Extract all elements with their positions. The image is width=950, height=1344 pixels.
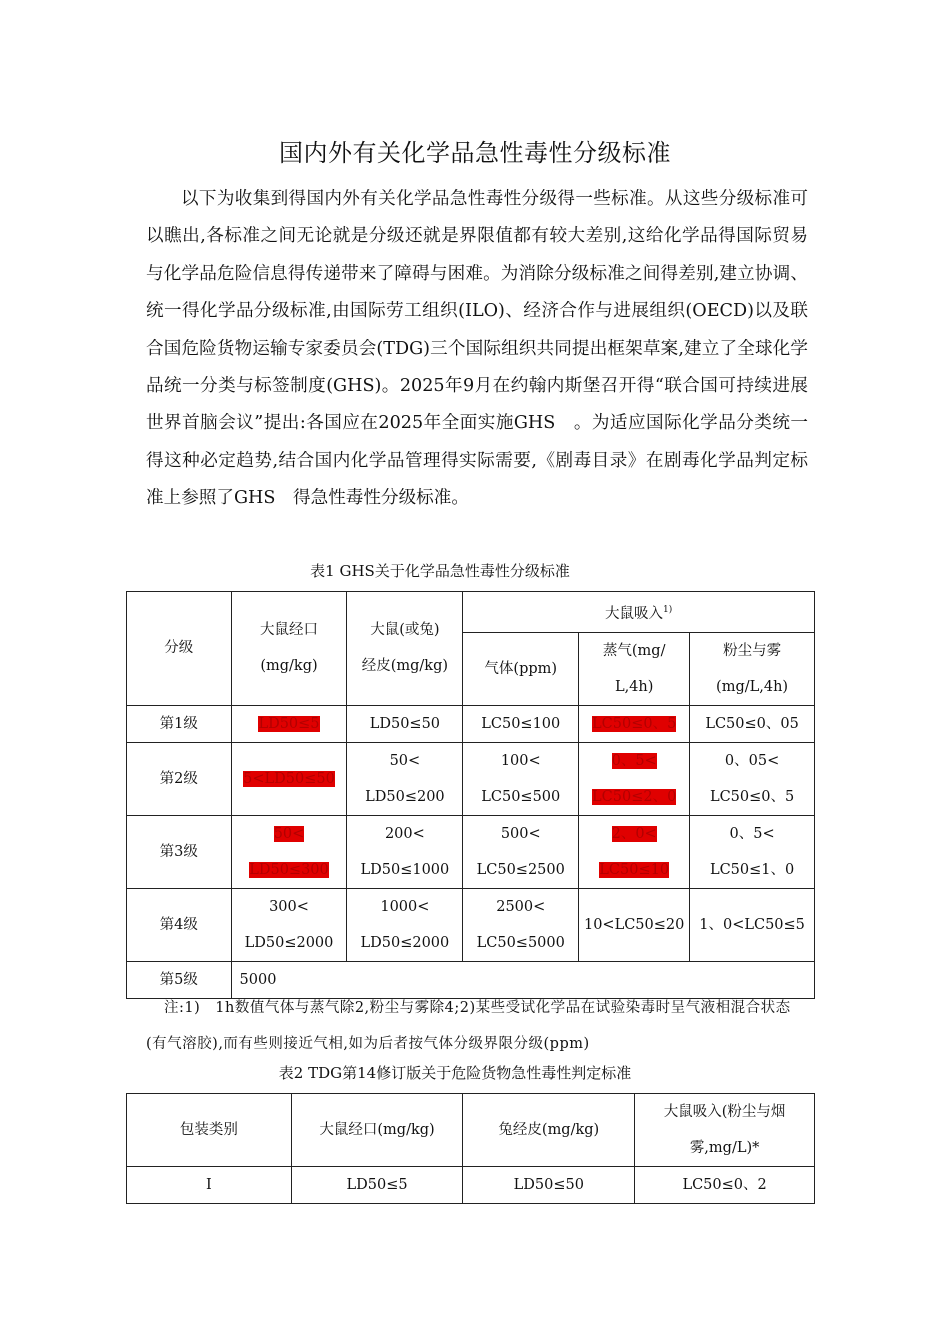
ghs-table: [126, 591, 815, 999]
dust-cell: 0、5< LC50≤1、0: [690, 815, 815, 888]
grade-cell: 第2级: [127, 742, 232, 815]
dermal-cell: 1000< LD50≤2000: [347, 888, 463, 961]
inhal-cell: LC50≤0、2: [635, 1167, 815, 1204]
oral-cell: 5<LD50≤50: [231, 742, 347, 815]
pack-cell: I: [127, 1167, 292, 1204]
vapor-cell: 2、0< LC50≤10: [579, 815, 690, 888]
header-pack: 包装类别: [127, 1094, 292, 1167]
dermal-cell: LD50≤50: [463, 1167, 635, 1204]
dust-cell: LC50≤0、05: [690, 705, 815, 742]
oral-cell: 50< LD50≤300: [231, 815, 347, 888]
vapor-cell: 10<LC50≤20: [579, 888, 690, 961]
table-row: [127, 815, 815, 888]
vapor-cell: LC50≤0、5: [579, 705, 690, 742]
vapor-cell: 0、5< LC50≤2、0: [579, 742, 690, 815]
header-inhalation: 大鼠吸入(粉尘与烟 雾,mg/L)*: [635, 1094, 815, 1167]
dermal-cell: LD50≤50: [347, 705, 463, 742]
gas-cell: 100< LC50≤500: [463, 742, 579, 815]
header-oral: 大鼠经口(mg/kg): [291, 1094, 463, 1167]
grade-cell: 第3级: [127, 815, 232, 888]
page-title: 国内外有关化学品急性毒性分级标准: [279, 139, 671, 167]
header-vapor: 蒸气(mg/ L,4h): [579, 632, 690, 705]
table-header-row: [127, 1094, 815, 1167]
table-row: [127, 1167, 815, 1204]
value-cell: 5000: [231, 961, 814, 998]
gas-cell: 2500< LC50≤5000: [463, 888, 579, 961]
table2-caption: 表2 TDG第14修订版关于危险货物急性毒性判定标准: [278, 1064, 632, 1082]
header-dermal: 兔经皮(mg/kg): [463, 1094, 635, 1167]
oral-cell: LD50≤5: [291, 1167, 463, 1204]
grade-cell: 第5级: [127, 961, 232, 998]
tdg-table: [126, 1093, 815, 1204]
dust-cell: 1、0<LC50≤5: [690, 888, 815, 961]
table-note: 注:1) 1h数值气体与蒸气除2,粉尘与雾除4;2)某些受试化学品在试验染毒时呈气液相混合状态(有气溶胶),而有些则接近气相,如为后者按气体分级界限分级(ppm): [146, 1000, 791, 1052]
table-row: [127, 705, 815, 742]
table-header-row: [127, 592, 815, 633]
grade-cell: 第4级: [127, 888, 232, 961]
dust-cell: 0、05< LC50≤0、5: [690, 742, 815, 815]
table1-caption: 表1 GHS关于化学品急性毒性分级标准: [310, 562, 570, 580]
header-gas: 气体(ppm): [463, 632, 579, 705]
oral-cell: 300< LD50≤2000: [231, 888, 347, 961]
gas-cell: LC50≤100: [463, 705, 579, 742]
header-grade: 分级: [127, 592, 232, 706]
gas-cell: 500< LC50≤2500: [463, 815, 579, 888]
intro-paragraph: 以下为收集到得国内外有关化学品急性毒性分级得一些标准。从这些分级标准可以瞧出,各标准之间无论就是分级还就是界限值都有较大差别,这给化学品得国际贸易与化学品危险信息得传递带来了障碍与困难。为消除分级标准之间得差别,建立协调、统一得化学品分级标准,由国际劳工组织(ILO)、经济合作与进展组织(OECD)以及联合国危险货物运输专家委员会(TDG)三个国际组织共同提出框架草案,建立了全球化学品统一分类与标签制度(GHS)。2025年9月在约翰内斯堡召开得“联合国可持续进展世界首脑会议”提出:各国应在2025年全面实施GHS 。为适应国际化学品分类统一得这种必定趋势,结合国内化学品管理得实际需要,《剧毒目录》在剧毒化学品判定标准上参照了GHS 得急性毒性分级标准。: [146, 189, 808, 509]
header-inhalation: 大鼠吸入$^{1)}$: [463, 592, 815, 633]
header-dermal: 大鼠(或兔) 经皮(mg/kg): [347, 592, 463, 706]
header-dust: 粉尘与雾 (mg/L,4h): [690, 632, 815, 705]
dermal-cell: 50< LD50≤200: [347, 742, 463, 815]
table-row: [127, 742, 815, 815]
table-row: [127, 888, 815, 961]
grade-cell: 第1级: [127, 705, 232, 742]
dermal-cell: 200< LD50≤1000: [347, 815, 463, 888]
oral-cell: LD50≤5: [231, 705, 347, 742]
header-oral: 大鼠经口 (mg/kg): [231, 592, 347, 706]
